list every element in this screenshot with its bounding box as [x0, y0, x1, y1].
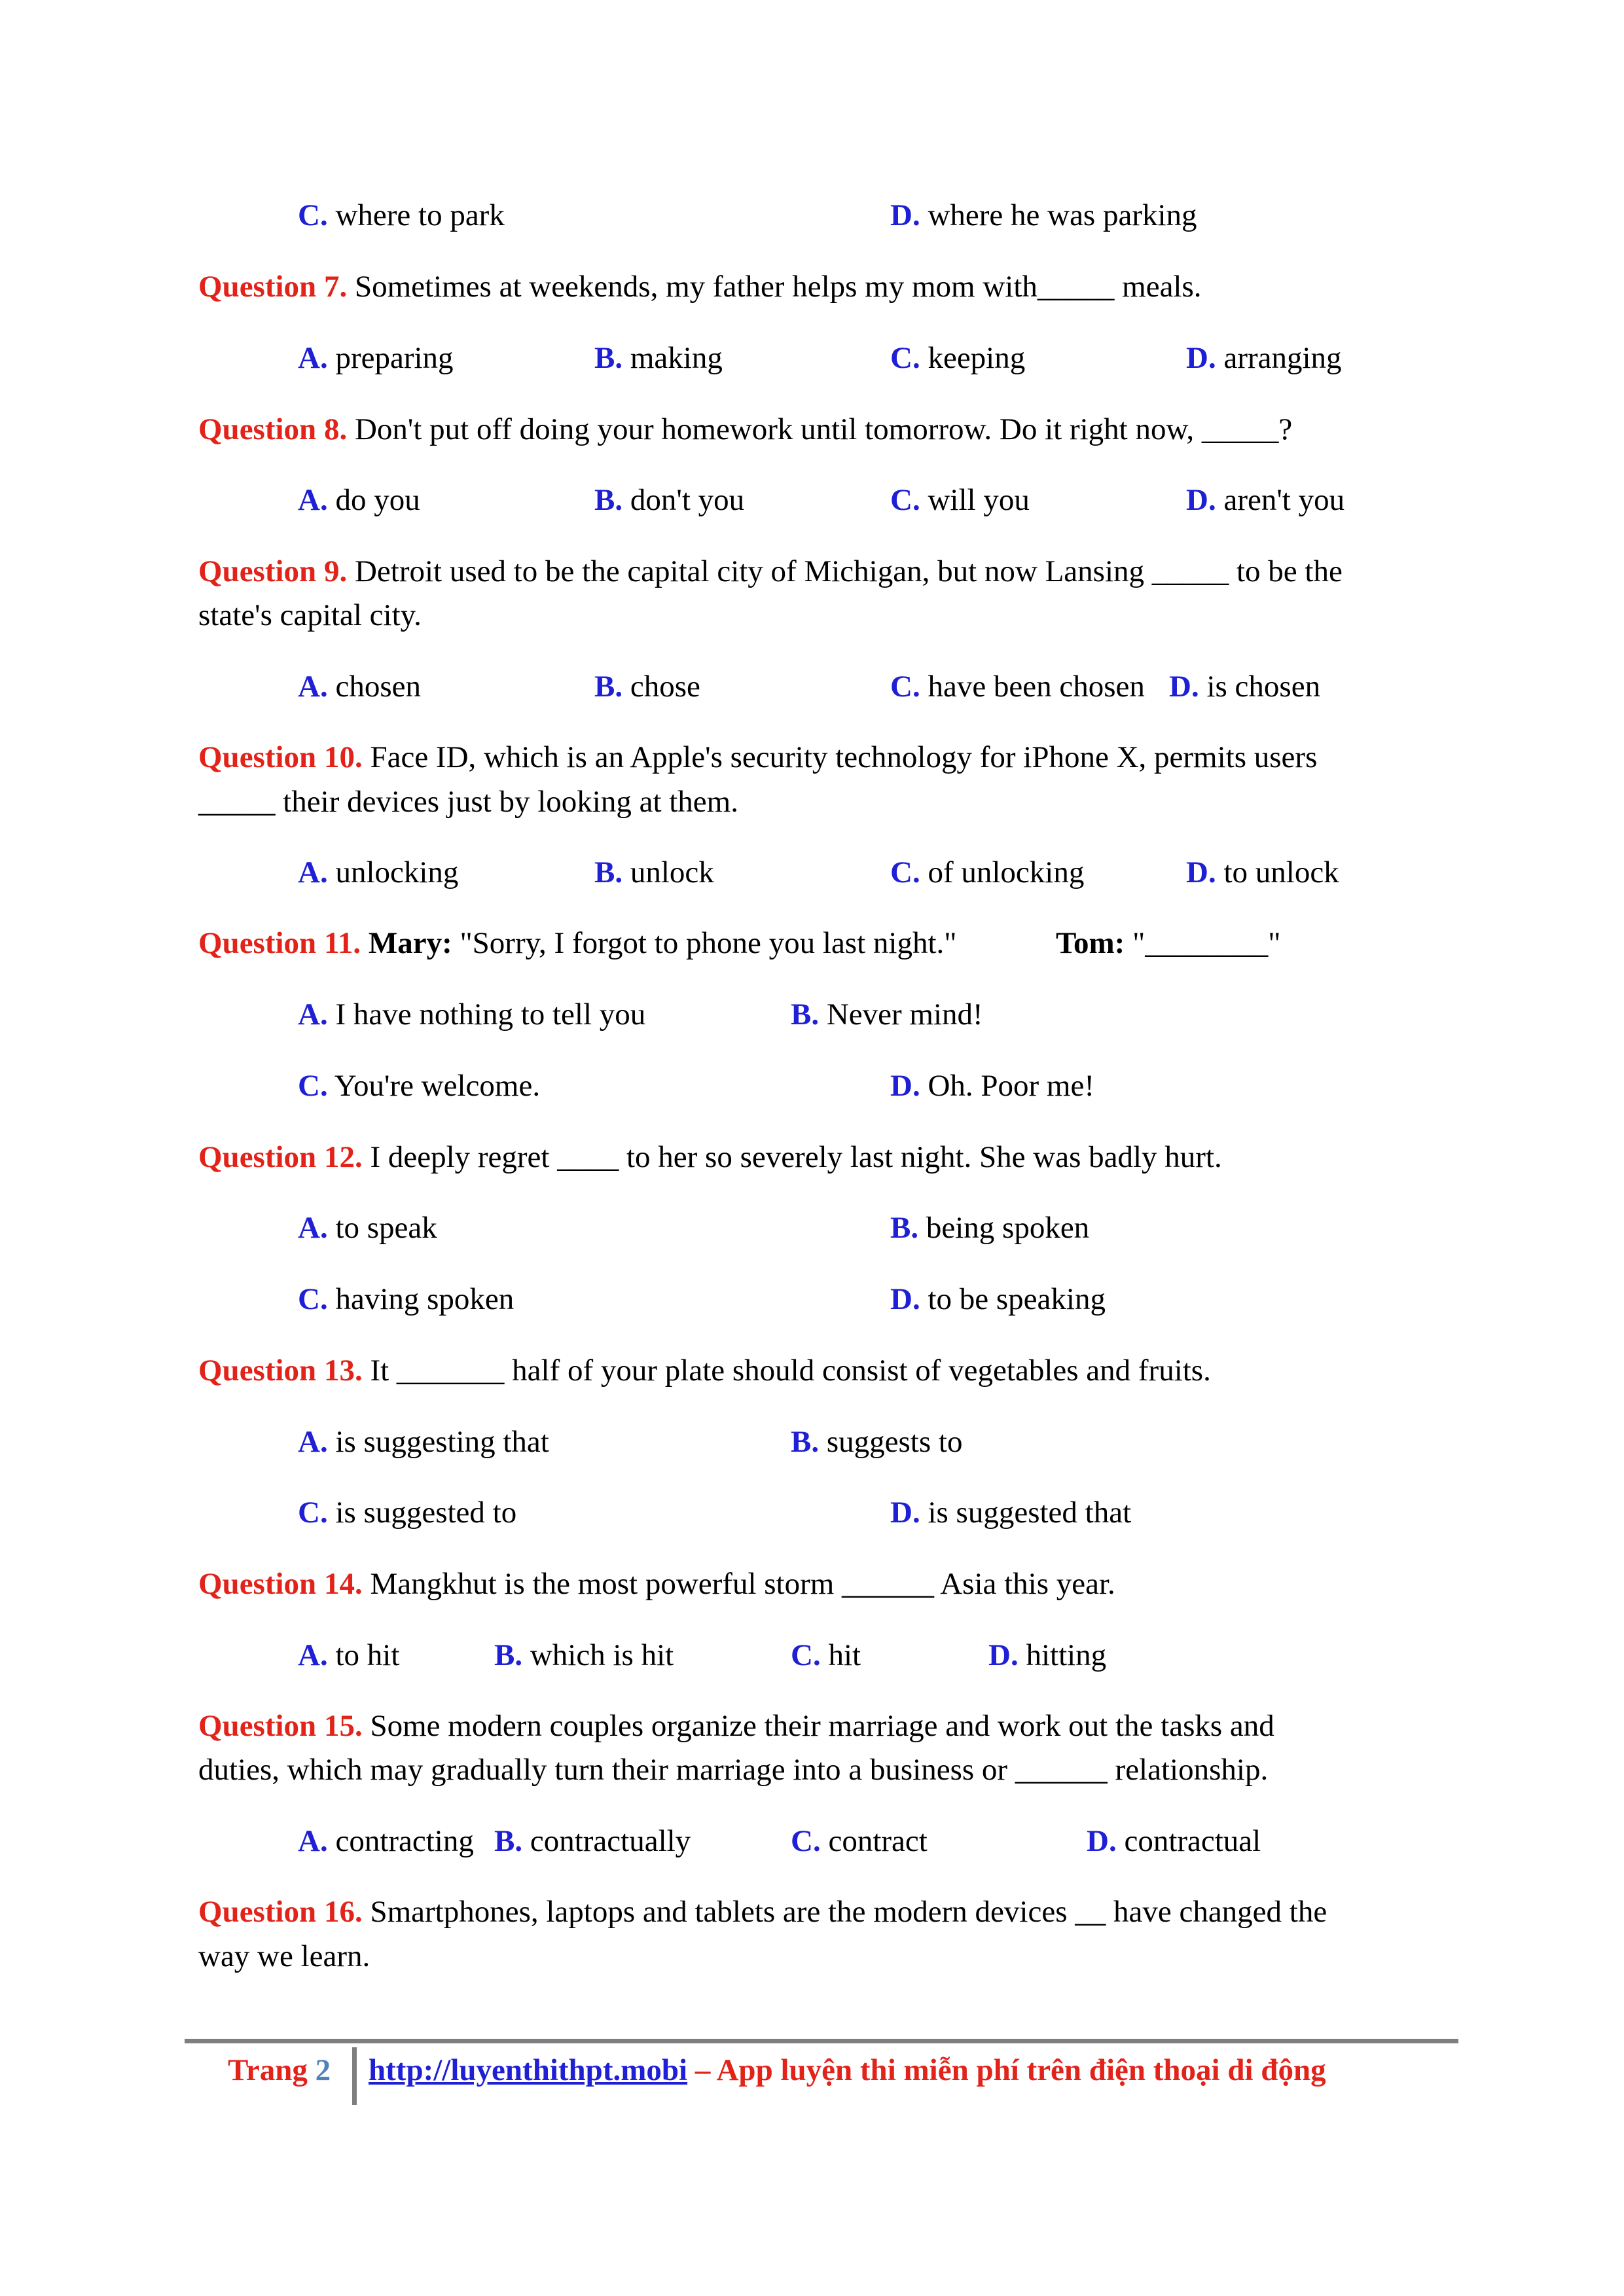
q12-option-d: D. to be speaking	[890, 1282, 1106, 1316]
question-9: Question 9. Detroit used to be the capital city of Michigan, but now Lansing _____ to be the	[198, 554, 1343, 588]
q11-option-d: D. Oh. Poor me!	[890, 1069, 1095, 1103]
footer-link[interactable]: http://luyenthithpt.mobi	[369, 2053, 688, 2087]
question-12: Question 12. I deeply regret ____ to her so severely last night. She was badly hurt.	[198, 1140, 1222, 1174]
q8-option-a: A. do you	[298, 483, 420, 517]
q9-option-a: A. chosen	[298, 670, 421, 704]
q7-option-a: A. preparing	[298, 341, 454, 375]
q15-option-b: B. contractually	[494, 1824, 691, 1858]
q7-option-d: D. arranging	[1186, 341, 1342, 375]
footer-text	[369, 2055, 1326, 2086]
question-15-cont: duties, which may gradually turn their marriage into a business or ______ relationship.	[198, 1753, 1269, 1787]
q13-option-b: B. suggests to	[791, 1425, 963, 1459]
q11-option-a: A. I have nothing to tell you	[298, 997, 646, 1031]
q13-option-c: C. is suggested to	[298, 1496, 517, 1530]
footer-divider	[185, 2039, 1458, 2043]
q10-option-d: D. to unlock	[1186, 855, 1339, 889]
question-14: Question 14. Mangkhut is the most powerful storm ______ Asia this year.	[198, 1567, 1115, 1601]
q10-option-b: B. unlock	[594, 855, 714, 889]
q15-option-c: C. contract	[791, 1824, 928, 1858]
question-13: Question 13. It _______ half of your plate should consist of vegetables and fruits.	[198, 1354, 1211, 1388]
question-16-cont: way we learn.	[198, 1939, 370, 1973]
q9-option-c: C. have been chosen	[890, 670, 1145, 704]
question-8: Question 8. Don't put off doing your homework until tomorrow. Do it right now, _____?	[198, 412, 1293, 446]
q15-option-d: D. contractual	[1087, 1824, 1261, 1858]
page-number: Trang 2	[228, 2053, 331, 2087]
q8-option-b: B. don't you	[594, 483, 745, 517]
footer-separator	[352, 2047, 357, 2105]
question-10-cont: _____ their devices just by looking at them.	[198, 785, 738, 819]
q10-option-c: C. of unlocking	[890, 855, 1085, 889]
q11-option-c: C. You're welcome.	[298, 1069, 541, 1103]
q9-option-d: D. is chosen	[1169, 670, 1321, 704]
q14-option-b: B. which is hit	[494, 1638, 674, 1672]
question-11-reply: Tom: "________"	[1056, 926, 1281, 960]
question-11: Question 11. Mary: "Sorry, I forgot to phone you last night."	[198, 926, 957, 960]
q14-option-d: D. hitting	[988, 1638, 1107, 1672]
q12-option-a: A. to speak	[298, 1211, 437, 1245]
option-d: D. where he was parking	[890, 198, 1197, 232]
footer-tagline: – App luyện thi miễn phí trên điện thoại di động	[687, 2053, 1326, 2087]
q12-option-c: C. having spoken	[298, 1282, 514, 1316]
q13-option-a: A. is suggesting that	[298, 1425, 549, 1459]
q8-option-d: D. aren't you	[1186, 483, 1345, 517]
question-10: Question 10. Face ID, which is an Apple's security technology for iPhone X, permits users	[198, 740, 1318, 774]
question-7: Question 7. Sometimes at weekends, my father helps my mom with_____ meals.	[198, 270, 1202, 304]
q10-option-a: A. unlocking	[298, 855, 459, 889]
q9-option-b: B. chose	[594, 670, 700, 704]
q12-option-b: B. being spoken	[890, 1211, 1090, 1245]
q13-option-d: D. is suggested that	[890, 1496, 1132, 1530]
option-c: C. where to park	[298, 198, 505, 232]
question-16: Question 16. Smartphones, laptops and tablets are the modern devices __ have changed the	[198, 1895, 1327, 1929]
q14-option-a: A. to hit	[298, 1638, 400, 1672]
question-9-cont: state's capital city.	[198, 598, 422, 632]
q15-option-a: A. contracting	[298, 1824, 474, 1858]
q7-option-c: C. keeping	[890, 341, 1026, 375]
question-15: Question 15. Some modern couples organize their marriage and work out the tasks and	[198, 1709, 1274, 1743]
q8-option-c: C. will you	[890, 483, 1030, 517]
q7-option-b: B. making	[594, 341, 723, 375]
q11-option-b: B. Never mind!	[791, 997, 983, 1031]
q14-option-c: C. hit	[791, 1638, 861, 1672]
